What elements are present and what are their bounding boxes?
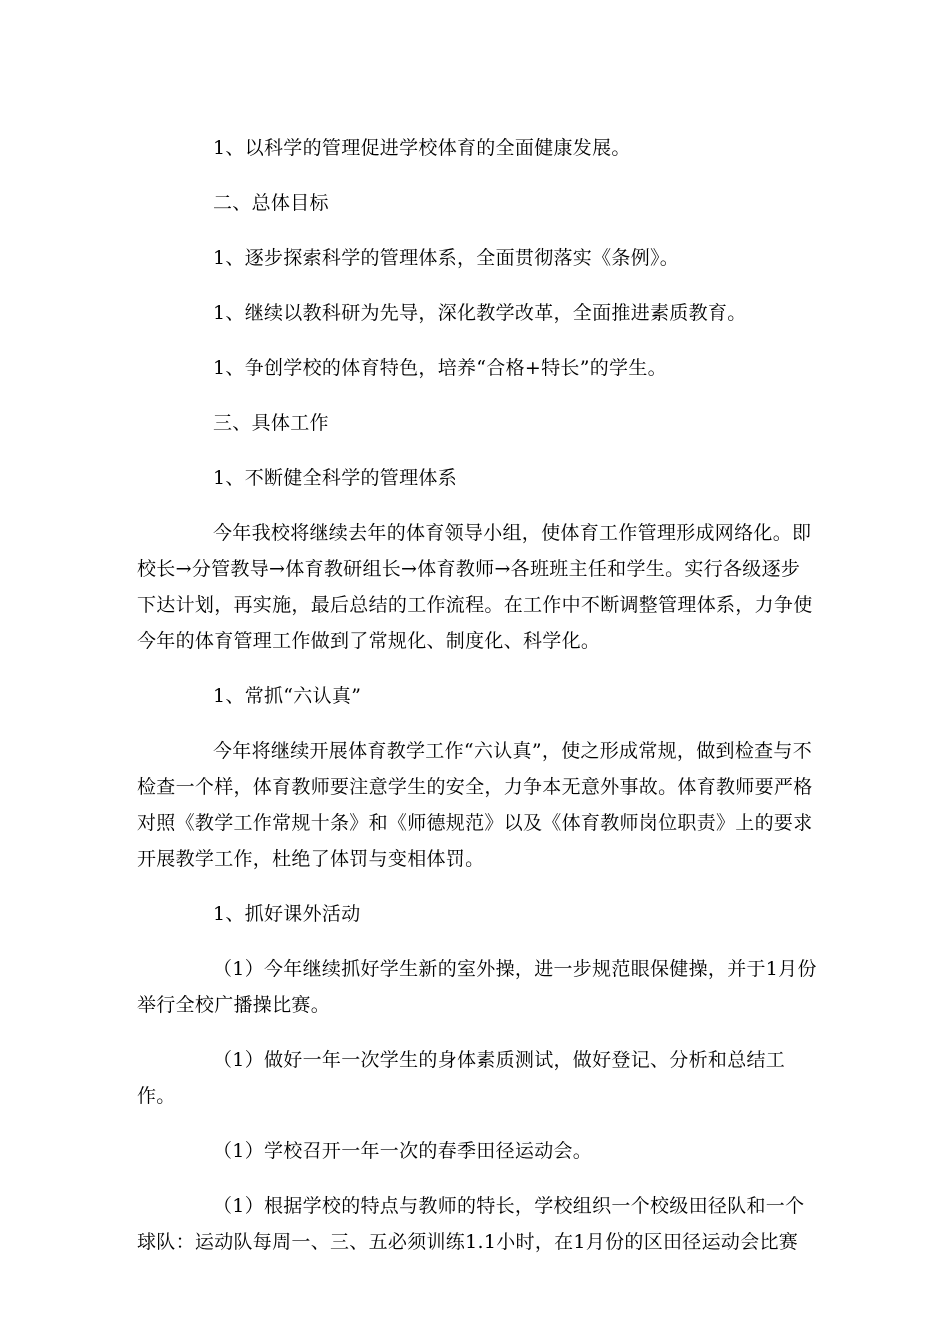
paragraph-1: 1、以科学的管理促进学校体育的全面健康发展。 [213, 137, 631, 159]
list-item-teams: （1）根据学校的特点与教师的特长，学校组织一个校级田径队和一个球队：运动队每周一、三、五必须训练1.1小时，在1月份的区田径运动会比赛 [137, 1195, 805, 1253]
section-heading-specific-work: 三、具体工作 [213, 412, 329, 434]
paragraph-4: 1、继续以教科研为先导，深化教学改革，全面推进素质教育。 [213, 302, 747, 324]
document-body [137, 130, 817, 1279]
subheading-management-system: 1、不断健全科学的管理体系 [213, 467, 457, 489]
paragraph-3: 1、逐步探索科学的管理体系，全面贯彻落实《条例》。 [213, 247, 680, 269]
subheading-extracurricular: 1、抓好课外活动 [213, 903, 361, 925]
subheading-six-earnestness: 1、常抓“六认真” [213, 685, 362, 707]
list-item-outdoor-exercise: （1）今年继续抓好学生新的室外操，进一步规范眼保健操，并于1月份举行全校广播操比赛。 [137, 958, 817, 1016]
paragraph-management-details: 今年我校将继续去年的体育领导小组，使体育工作管理形成网络化。即校长→分管教导→体育教研组长→体育教师→各班班主任和学生。实行各级逐步下达计划，再实施，最后总结的工作流程。在工作中不断调整管理体系，力争使今年的体育管理工作做到了常规化、制度化、科学化。 [137, 522, 813, 652]
paragraph-5: 1、争创学校的体育特色，培养“合格+特长”的学生。 [213, 357, 667, 379]
paragraph-six-earnestness-details: 今年将继续开展体育教学工作“六认真”，使之形成常规，做到检查与不检查一个样，体育教师要注意学生的安全，力争本无意外事故。体育教师要严格对照《教学工作常规十条》和《师德规范》以及《体育教师岗位职责》上的要求开展教学工作，杜绝了体罚与变相体罚。 [137, 740, 813, 870]
list-item-fitness-test: （1）做好一年一次学生的身体素质测试，做好登记、分析和总结工作。 [137, 1049, 786, 1107]
list-item-sports-meet: （1）学校召开一年一次的春季田径运动会。 [213, 1140, 593, 1162]
section-heading-overall-goals: 二、总体目标 [213, 192, 329, 214]
